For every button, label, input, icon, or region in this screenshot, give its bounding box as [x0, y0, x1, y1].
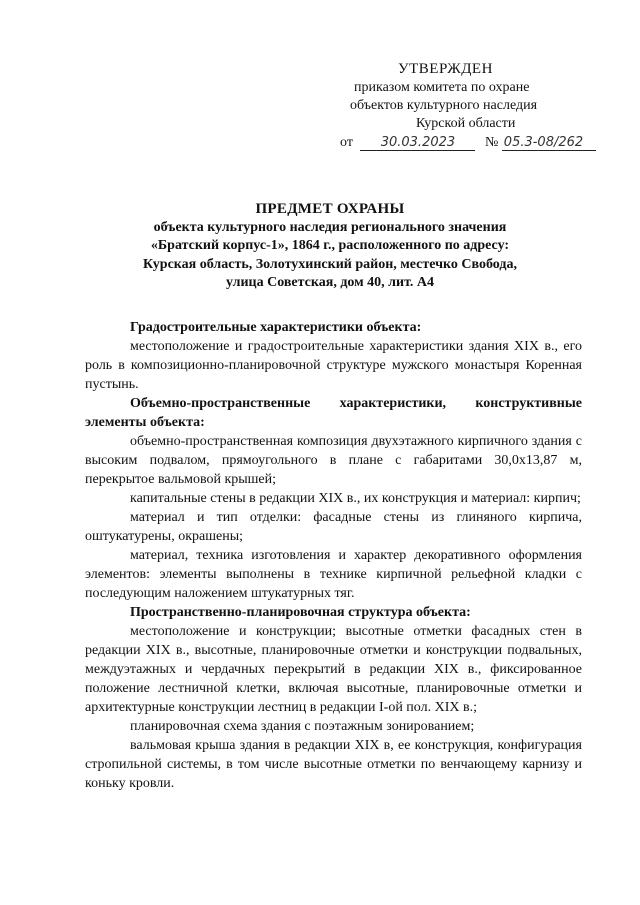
number-label: №: [484, 135, 499, 150]
handwritten-date: 30.03.2023: [360, 136, 475, 151]
body-paragraph: планировочная схема здания с поэтажным зонированием;: [130, 719, 475, 734]
title-line-2: «Братский корпус-1», 1864 г., расположенного по адресу:: [150, 238, 510, 253]
body-paragraph: материал, техника изготовления и характер декоративного оформления элементов: элементы выполнены в технике кирпичной рельефной кладки с последующим наложением штукатурных тяг.: [85, 548, 582, 601]
approval-line-1: приказом комитета по охране: [354, 80, 530, 95]
body-paragraph: капитальные стены в редакции XIX в., их конструкция и материал: кирпич;: [130, 491, 581, 506]
body-paragraph: материал и тип отделки: фасадные стены из глиняного кирпича, оштукатурены, окрашены;: [85, 510, 582, 544]
section-heading: Пространственно-планировочная структура объекта:: [130, 605, 471, 620]
body-paragraph: вальмовая крыша здания в редакции XIX в, ее конструкция, конфигурация стропильной системы, в том числе высотные отметки по венчающему карнизу и коньку кровли.: [85, 738, 582, 791]
body-paragraph: местоположение и градостроительные характеристики здания XIX в., его роль в композиционно-планировочной структуре мужского монастыря Коренная пустынь.: [85, 339, 582, 392]
document-title: [0, 200, 640, 293]
document-body: [85, 318, 582, 793]
approval-date-number-line: [340, 134, 630, 152]
handwritten-number: 05.3-08/262: [502, 136, 596, 151]
from-label: от: [340, 135, 353, 150]
section-heading: Градостроительные характеристики объекта:: [130, 320, 422, 335]
approval-line-3: Курской области: [416, 116, 516, 131]
title-line-1: объекта культурного наследия регионального значения: [153, 219, 507, 235]
body-paragraph: местоположение и конструкции; высотные отметки фасадных стен в редакции XIX в., высотные, планировочные отметки и конструкции подвальных, междуэтажных и чердачных перекрытий в редакции XIX в., фиксированное положение лестничной клетки, включая высотные, планировочные отметки и архитектурные конструкции лестниц в редакции I-ой пол. XIX в.;: [85, 624, 582, 715]
body-paragraph: объемно-пространственная композиция двухэтажного кирпичного здания с высоким подвалом, прямоугольного в плане с габаритами 30,0х13,87 м, перекрытое вальмовой крышей;: [85, 434, 582, 487]
approval-heading: УТВЕРЖДЕН: [398, 61, 493, 77]
approval-line-2: объектов культурного наследия: [350, 98, 538, 113]
title-main: ПРЕДМЕТ ОХРАНЫ: [255, 201, 405, 217]
title-line-3: Курская область, Золотухинский район, местечко Свобода,: [143, 256, 517, 272]
title-line-4: улица Советская, дом 40, лит. А4: [225, 275, 435, 290]
section-heading: Объемно-пространственные характеристики, конструктивные элементы объекта:: [85, 396, 582, 430]
